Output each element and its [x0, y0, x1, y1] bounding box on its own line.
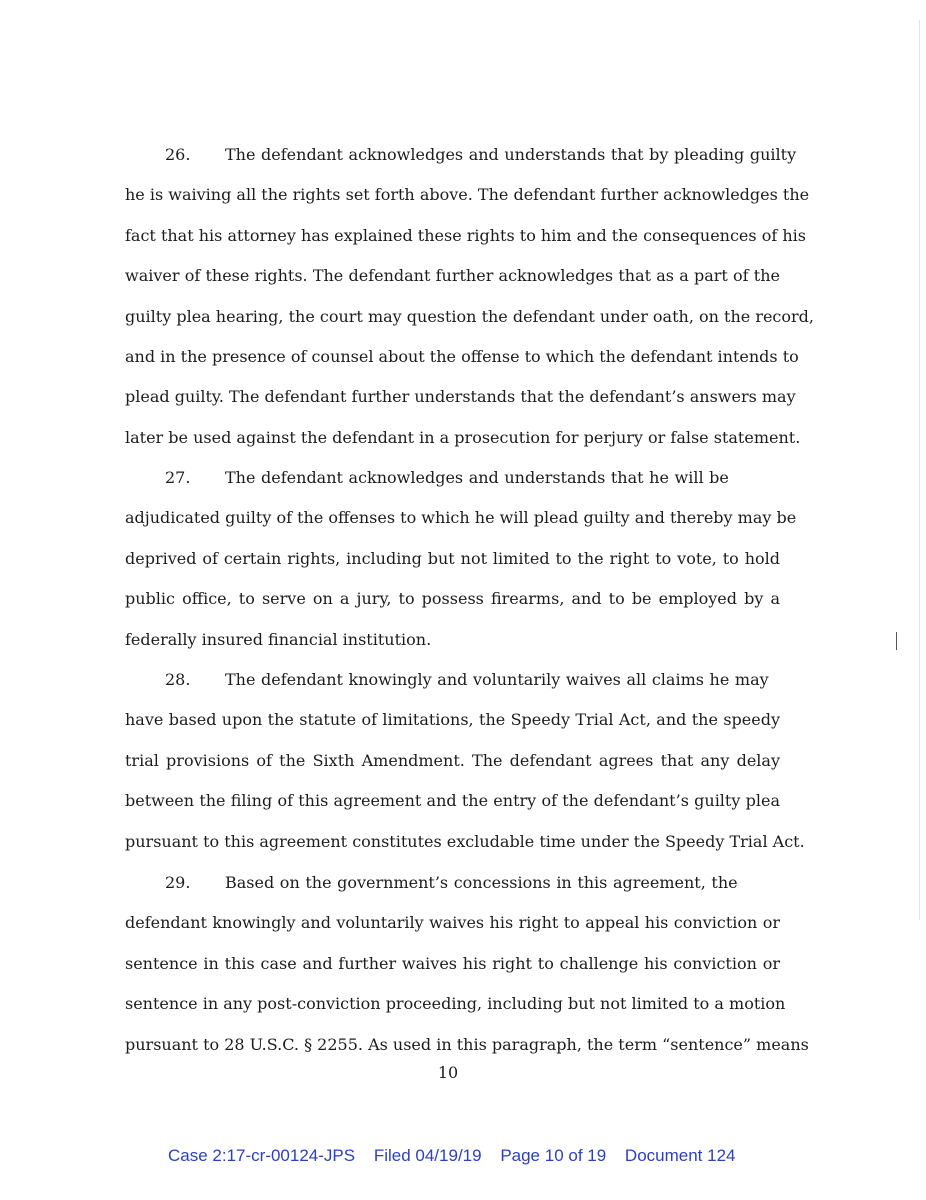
paragraph-26-line [165, 145, 797, 165]
paragraph-27-line: deprived of certain rights, including but not limited to the right to vote, to hold [125, 548, 780, 568]
paragraph-29-line: sentence in this case and further waives his right to challenge his conviction or [125, 953, 780, 973]
scan-artifact [896, 632, 897, 650]
paragraph-26-line: plead guilty. The defendant further understands that the defendant’s answers may [125, 387, 796, 407]
paragraph-27-line [165, 468, 780, 488]
paragraph-29-line: sentence in any post-conviction proceeding, including but not limited to a motion [125, 994, 786, 1014]
paragraph-27-line: public office, to serve on a jury, to possess firearms, and to be employed by a [125, 589, 780, 609]
paragraph-26-line: fact that his attorney has explained these rights to him and the consequences of his [125, 225, 806, 245]
ecf-footer [168, 1146, 768, 1166]
paragraph-number: 27. [165, 468, 191, 487]
footer-page-count: Page 10 of 19 [500, 1146, 607, 1165]
paragraph-text: The defendant knowingly and voluntarily waives all claims he may [225, 670, 769, 689]
paragraph-29-line: defendant knowingly and voluntarily waives his right to appeal his conviction or [125, 913, 780, 933]
paragraph-29-line [165, 873, 780, 893]
paragraph-number: 29. [165, 873, 191, 892]
paragraph-26-line: guilty plea hearing, the court may question the defendant under oath, on the record, [125, 306, 814, 326]
paragraph-26-line: later be used against the defendant in a prosecution for perjury or false statement. [125, 427, 801, 447]
paragraph-26-line: and in the presence of counsel about the offense to which the defendant intends to [125, 347, 799, 366]
scan-artifact [919, 20, 920, 920]
page-number: 10 [437, 1063, 459, 1082]
paragraph-text: The defendant acknowledges and understands that by pleading guilty [225, 145, 797, 164]
footer-document-number: Document 124 [624, 1146, 736, 1165]
footer-filed-date: Filed 04/19/19 [373, 1146, 482, 1165]
paragraph-text: Based on the government’s concessions in this agreement, the [225, 873, 738, 892]
footer-case-number: Case 2:17-cr-00124-JPS [168, 1146, 356, 1165]
paragraph-28-line: have based upon the statute of limitations, the Speedy Trial Act, and the speedy [125, 710, 780, 730]
paragraph-28-line: between the filing of this agreement and the entry of the defendant’s guilty plea [125, 791, 780, 811]
paragraph-27-line: adjudicated guilty of the offenses to which he will plead guilty and thereby may be [125, 508, 797, 528]
paragraph-28-line: trial provisions of the Sixth Amendment. The defendant agrees that any delay [125, 750, 780, 770]
paragraph-number: 26. [165, 145, 191, 164]
paragraph-26-line: he is waiving all the rights set forth above. The defendant further acknowledges the [125, 185, 810, 205]
paragraph-number: 28. [165, 670, 191, 689]
paragraph-29-line: pursuant to 28 U.S.C. § 2255. As used in this paragraph, the term “sentence” means [125, 1034, 809, 1054]
paragraph-28-line [165, 670, 780, 690]
paragraph-28-line: pursuant to this agreement constitutes excludable time under the Speedy Trial Act. [125, 831, 805, 851]
paragraph-text: The defendant acknowledges and understands that he will be [225, 468, 729, 487]
paragraph-26-line: waiver of these rights. The defendant further acknowledges that as a part of the [125, 266, 780, 286]
paragraph-27-line: federally insured financial institution. [125, 629, 432, 649]
